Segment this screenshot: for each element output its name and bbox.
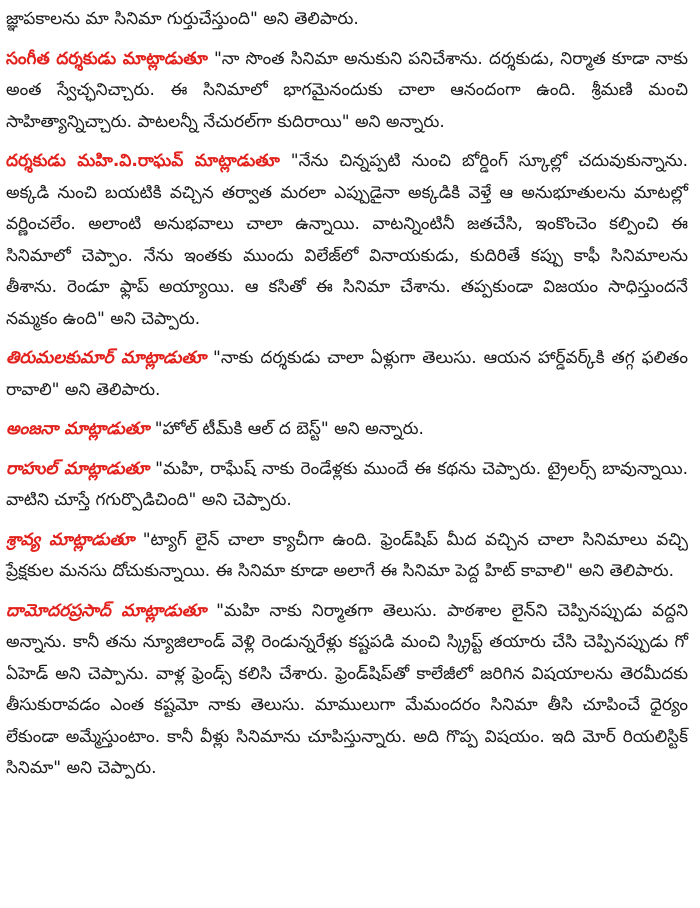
quote-text: "నా సొంత సినిమా అనుకుని పనిచేశాను. దర్శకుడు, నిర్మాత కూడా నాకు అంత స్వేచ్ఛనిచ్చారు. ఈ సినిమాలో భాగమైనందుకు చాలా ఆనందంగా ఉంది. శ్రీమణి మంచి సాహిత్యాన్నిచ్చారు. పాటలన్నీ నేచురల్‌గా కుదిరాయి" అని అన్నారు. <box>6 48 689 132</box>
quote-text: "ట్యాగ్ లైన్ చాలా క్యాచీగా ఉంది. ఫ్రెండ్‌షిప్ మీద వచ్చిన చాలా సినిమాలు వచ్చి ప్రేక్షకుల మనసు దోచుకున్నాయి. ఈ సినిమా కూడా అలాగే ఈ సినిమా పెద్ద హిట్ కావాలి" అని తెలిపారు. <box>6 529 688 581</box>
speaker-name: సంగీత దర్శకుడు మాట్లాడుతూ <box>6 48 208 69</box>
speaker-name: తిరుమలకుమార్ మాట్లాడుతూ <box>6 348 207 368</box>
speaker-name: అంజనా మాట్లాడుతూ <box>6 419 150 439</box>
quote-text: "నేను చిన్నప్పటి నుంచి బోర్డింగ్ స్కూల్లో చదువుకున్నాను. అక్కడి నుంచి బయటికి వచ్చిన తర్వాత మరలా ఎప్పుడైనా అక్కడికి వెళ్తే ఆ అనుభూతులను మాటల్లో వర్ణించలేం. అలాంటి అనుభవాలు చాలా ఉన్నాయి. వాటన్నింటినీ జతచేసి, ఇంకొంచెం కల్పించి ఈ సినిమాలో చెప్పాం. నేను ఇంతకు ముందు విలేజ్‌లో వినాయకుడు, కుదిరితే కప్పు కాఫీ సినిమాలను తీశాను. రెండూ ఫ్లాప్ అయ్యాయి. ఆ కసితో ఈ సినిమా చేశాను. తప్పకుండా విజయం సాధిస్తుందనే నమ్మకం ఉంది" అని చెప్పారు. <box>6 151 688 329</box>
quote-text: "హోల్ టీమ్‌కి ఆల్ ద బెస్ట్" అని అన్నారు. <box>149 419 424 439</box>
intro-text: జ్ఞాపకాలను మా సినిమా గుర్తుచేస్తుంది" అని తెలిపారు. <box>6 9 359 29</box>
quote-paragraph-director <box>6 146 688 335</box>
quote-paragraph-anjana <box>6 414 688 446</box>
quote-text: "మహి నాకు నిర్మాతగా తెలుసు. పాఠశాల లైన్‌ని చెప్పినప్పుడు వద్దని అన్నాను. కానీ తను న్యూజిలాండ్ వెళ్లి రెండున్నరేళ్లు కష్టపడి మంచి స్క్రిప్ట్ తయారు చేసి చెప్పినప్పుడు గో ఏహెడ్ అని చెప్పాను. వాళ్ల ఫ్రెండ్స్ కలిసి చేశారు. ఫ్రెండ్‌షిప్‌తో కాలేజీలో జరిగిన విషయాలను తెరమీదకు తీసుకురావడం ఎంత కష్టమో నాకు తెలుసు. మాములుగా మేమందరం సినిమా తీసి చూపించే ధైర్యం లేకుండా అమ్మేస్తుంటాం. కానీ వీళ్లు సినిమాను చూపిస్తున్నారు. అది గొప్ప విషయం. ఇది మోర్ రియలిస్టిక్ సినిమా" అని చెప్పారు. <box>6 600 689 778</box>
speaker-name: శ్రావ్య మాట్లాడుతూ <box>6 529 135 550</box>
quote-paragraph-rahul <box>6 454 688 517</box>
speaker-name: రాహుల్ మాట్లాడుతూ <box>6 458 150 479</box>
quote-paragraph-music-director <box>6 44 688 139</box>
intro-paragraph <box>6 4 688 36</box>
quote-paragraph-damodaraprasad <box>6 596 688 785</box>
speaker-name: దర్శకుడు మహి.వి.రాఘవ్ మాట్లాడుతూ <box>6 151 280 171</box>
quote-text: "మహి, రాఘేష్ నాకు రెండేళ్లకు ముందే ఈ కథను చెప్పారు. ట్రైలర్స్ బావున్నాయి. వాటిని చూస్తే గగుర్పొడిచింది" అని చెప్పారు. <box>6 458 689 510</box>
quote-text: "నాకు దర్శకుడు చాలా ఏళ్లుగా తెలుసు. ఆయన హార్డ్‌వర్క్‌కి తగ్గ ఫలితం రావాలి" అని తెలిపారు. <box>6 348 688 400</box>
quote-paragraph-tirumalakumar <box>6 343 688 406</box>
speaker-name: దామోదరప్రసాద్ మాట్లాడుతూ <box>6 600 207 621</box>
quote-paragraph-shravya <box>6 525 688 588</box>
